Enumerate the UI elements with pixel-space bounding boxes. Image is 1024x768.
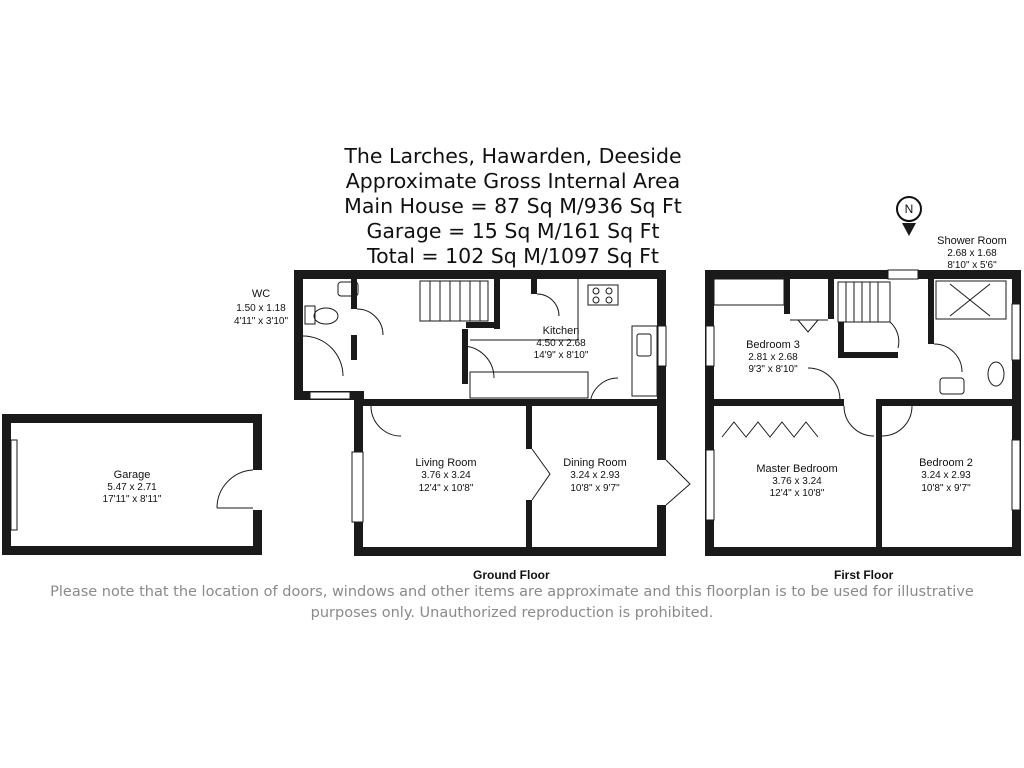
area-heading: Approximate Gross Internal Area	[345, 169, 681, 193]
first-floor-walls	[705, 270, 1021, 556]
disclaimer-line-2: purposes only. Unauthorized reproduction is prohibited.	[310, 605, 714, 621]
svg-text:12'4" x 10'8": 12'4" x 10'8"	[418, 483, 474, 494]
room-label-bedroom-3	[746, 339, 800, 375]
room-label-bedroom-2	[919, 457, 973, 494]
svg-text:3.76 x 3.24: 3.76 x 3.24	[772, 476, 822, 487]
total-area: Total = 102 Sq M/1097 Sq Ft	[367, 244, 659, 268]
svg-text:3.24 x 2.93: 3.24 x 2.93	[921, 470, 971, 481]
property-header	[300, 144, 726, 269]
svg-text:Living Room: Living Room	[415, 457, 477, 469]
ground-floor-label: Ground Floor	[473, 568, 550, 582]
room-label-wc	[234, 288, 289, 327]
svg-text:3.24 x 2.93: 3.24 x 2.93	[570, 470, 620, 481]
room-label-shower-room	[937, 235, 1007, 271]
svg-text:10'8" x 9'7": 10'8" x 9'7"	[570, 483, 620, 494]
first-floor-label: First Floor	[834, 568, 894, 582]
svg-text:4'11" x 3'10": 4'11" x 3'10"	[233, 316, 289, 327]
svg-text:Master Bedroom: Master Bedroom	[756, 463, 838, 475]
svg-text:9'3" x 8'10": 9'3" x 8'10"	[748, 364, 798, 375]
room-label-living-room	[415, 457, 476, 494]
svg-text:2.81 x 2.68: 2.81 x 2.68	[748, 352, 798, 363]
property-address: The Larches, Hawarden, Deeside	[344, 144, 682, 168]
room-label-master-bedroom	[756, 463, 837, 499]
svg-text:Shower Room: Shower Room	[937, 235, 1007, 247]
svg-text:4.50 x 2.68: 4.50 x 2.68	[536, 338, 586, 349]
compass-north-icon: N	[896, 196, 922, 222]
disclaimer-line-1: Please note that the location of doors, windows and other items are approximate and this floorplan is to be used for illustrative	[50, 584, 974, 600]
room-label-garage	[103, 469, 162, 505]
svg-text:3.76 x 3.24: 3.76 x 3.24	[421, 470, 471, 481]
room-label-kitchen	[534, 325, 589, 361]
svg-text:1.50 x 1.18: 1.50 x 1.18	[236, 303, 286, 314]
svg-text:Dining Room: Dining Room	[563, 457, 627, 469]
svg-text:Bedroom 3: Bedroom 3	[746, 339, 800, 351]
svg-text:WC: WC	[251, 288, 271, 300]
svg-text:8'10" x 5'6": 8'10" x 5'6"	[947, 260, 997, 271]
svg-text:10'8" x 9'7": 10'8" x 9'7"	[921, 483, 971, 494]
main-house-area: Main House = 87 Sq M/936 Sq Ft	[344, 194, 682, 218]
svg-text:Garage: Garage	[113, 469, 151, 481]
svg-text:17'11" x 8'11": 17'11" x 8'11"	[102, 494, 162, 505]
svg-text:5.47 x 2.71: 5.47 x 2.71	[107, 482, 157, 493]
svg-text:14'9" x 8'10": 14'9" x 8'10"	[533, 350, 589, 361]
svg-text:12'4" x 10'8": 12'4" x 10'8"	[769, 488, 825, 499]
svg-text:Bedroom 2: Bedroom 2	[919, 457, 973, 469]
svg-text:Kitchen: Kitchen	[542, 325, 580, 337]
north-arrow-icon	[902, 223, 916, 236]
garage-area: Garage = 15 Sq M/161 Sq Ft	[366, 219, 660, 243]
first-floor-windows	[706, 270, 1020, 520]
disclaimer-text	[40, 582, 984, 624]
room-label-dining-room	[563, 457, 627, 494]
svg-text:2.68 x 1.68: 2.68 x 1.68	[947, 248, 997, 259]
